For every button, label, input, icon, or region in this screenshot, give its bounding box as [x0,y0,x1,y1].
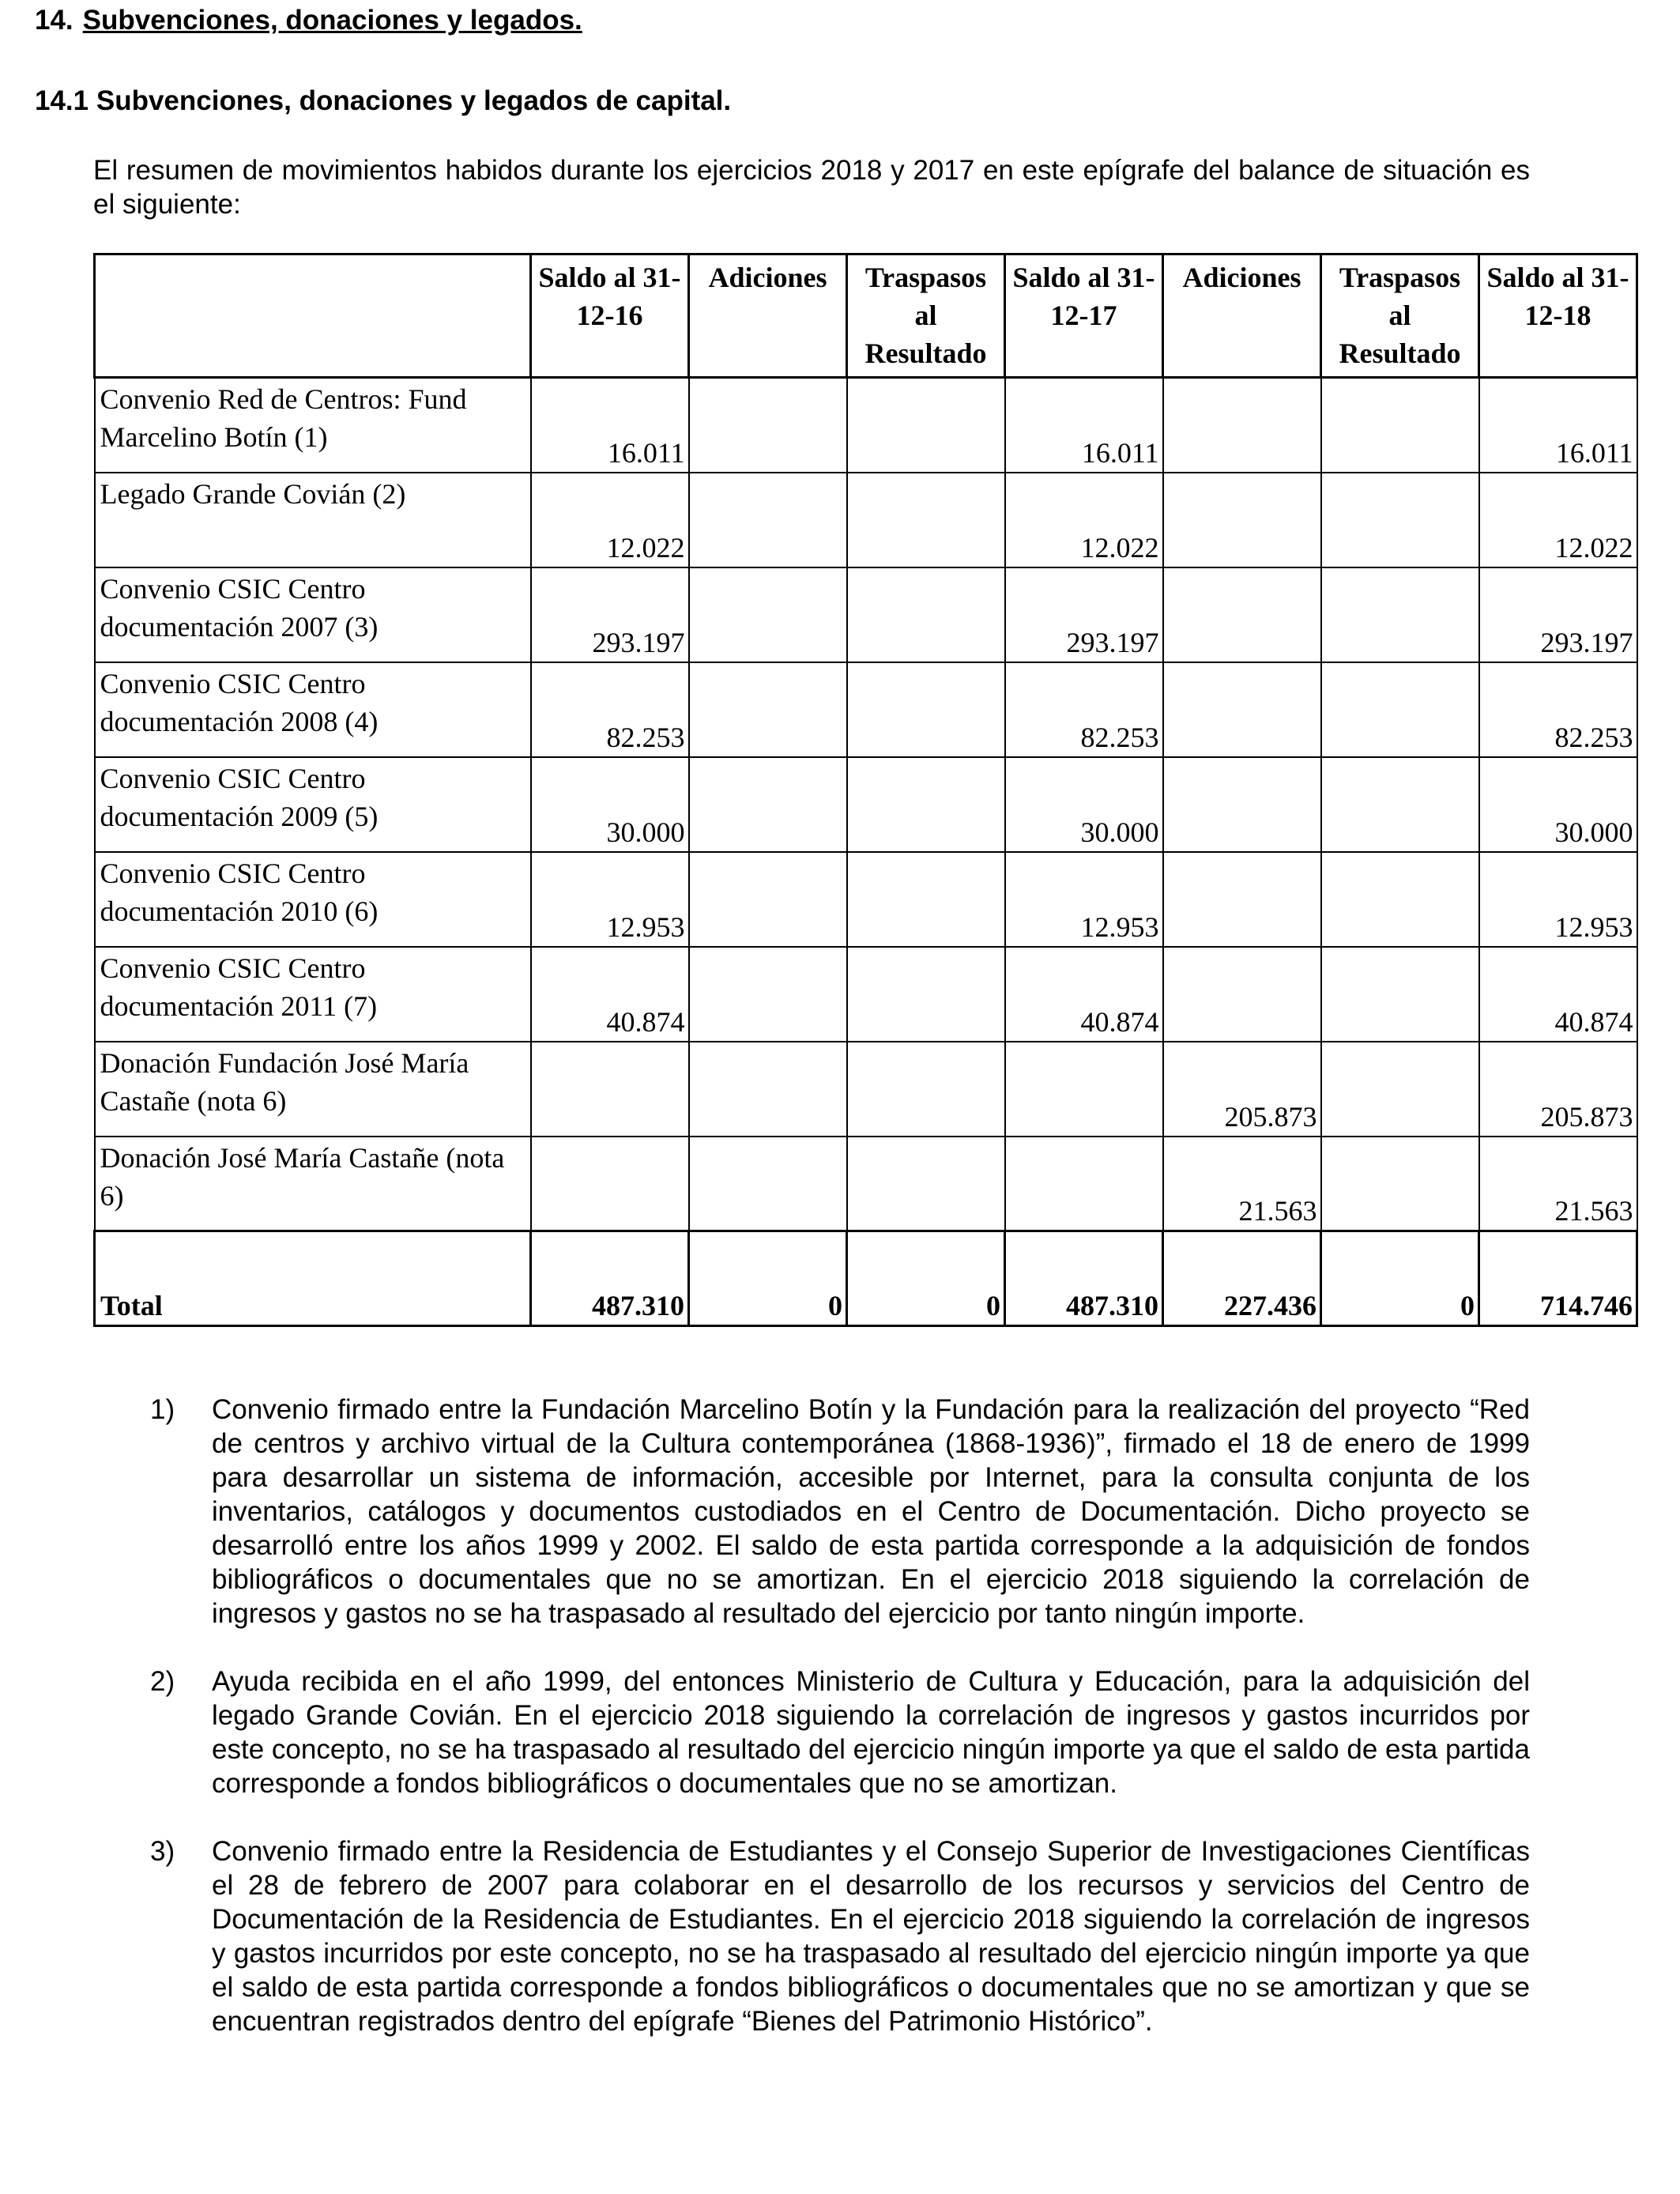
table-row [95,378,1637,473]
table-cell [1163,757,1321,852]
table-cell [1321,1137,1479,1231]
table-cell [689,852,847,947]
table-cell: 16.011 [1005,378,1163,473]
table-cell: 30.000 [1005,757,1163,852]
total-label: Total [95,1231,531,1326]
table-cell [1321,567,1479,662]
table-cell [689,757,847,852]
row-label: Convenio CSIC Centro documentación 2008 (4) [95,662,531,757]
row-label: Convenio CSIC Centro documentación 2011 (7) [95,947,531,1042]
table-cell: 16.011 [531,378,689,473]
table-cell [1321,852,1479,947]
table-row [95,662,1637,757]
total-cell: 0 [689,1231,847,1326]
table-cell: 12.953 [531,852,689,947]
table-cell: 12.022 [531,473,689,567]
footnote-text: Convenio firmado entre la Residencia de Estudiantes y el Consejo Superior de Investigaciones Científicas el 28 de febrero de 2007 para colaborar en el desarrollo de los recursos y servicios del Centro de Documentación de la Residencia de Estudiantes. En el ejercicio 2018 siguiendo la correlación de ingresos y gastos incurridos por este concepto, no se ha traspasado al resultado del ejercicio ningún importe ya que el saldo de esta partida corresponde a fondos bibliográficos o documentales que no se amortizan y que se encuentran registrados dentro del epígrafe “Bienes del Patrimonio Histórico”. [212,1836,1530,2037]
header-cell: Saldo al 31-12-16 [531,254,689,378]
table-cell [1321,662,1479,757]
table-cell: 12.953 [1005,852,1163,947]
table-cell: 293.197 [531,567,689,662]
table-cell [689,567,847,662]
total-cell: 0 [847,1231,1005,1326]
table-cell [1005,1137,1163,1231]
table-cell [1163,947,1321,1042]
footnote-number: 1) [150,1394,175,1425]
table-cell [531,1042,689,1137]
table-cell [689,662,847,757]
table-row [95,1137,1637,1231]
table-cell: 21.563 [1163,1137,1321,1231]
table-cell: 30.000 [1479,757,1637,852]
table-cell [1005,1042,1163,1137]
section-heading [35,3,582,38]
table-cell: 40.874 [1005,947,1163,1042]
table-cell [847,567,1005,662]
subsection-title: 14.1 Subvenciones, donaciones y legados de capital. [35,85,732,116]
table-row [95,1042,1637,1137]
row-label: Donación Fundación José María Castañe (nota 6) [95,1042,531,1137]
table-cell: 40.874 [531,947,689,1042]
table-cell: 40.874 [1479,947,1637,1042]
total-cell: 487.310 [1005,1231,1163,1326]
table-cell [847,473,1005,567]
table-cell [531,1137,689,1231]
table-cell: 293.197 [1005,567,1163,662]
footnote-item [150,1393,1530,1630]
total-cell: 0 [1321,1231,1479,1326]
footnote-item [150,1664,1530,1800]
row-label: Convenio Red de Centros: Fund Marcelino Botín (1) [95,378,531,473]
section-number: 14. [35,5,73,36]
header-cell: Traspasos al Resultado [847,254,1005,378]
table-cell [689,378,847,473]
table-cell [1321,378,1479,473]
table-cell [689,1137,847,1231]
header-cell [95,254,531,378]
row-label: Legado Grande Covián (2) [95,473,531,567]
footnotes [150,1393,1530,2072]
intro-paragraph: El resumen de movimientos habidos durante los ejercicios 2018 y 2017 en este epígrafe del balance de situación es el siguiente: [93,155,1530,220]
table-cell [1163,567,1321,662]
table-header-row [95,254,1637,378]
table-cell [847,662,1005,757]
movements-table [93,253,1638,1327]
row-label: Donación José María Castañe (nota 6) [95,1137,531,1231]
table-cell [847,757,1005,852]
header-cell: Saldo al 31-12-18 [1479,254,1637,378]
footnote-number: 2) [150,1666,175,1697]
footnote-item [150,1834,1530,2038]
table-cell [1321,473,1479,567]
header-cell: Adiciones [1163,254,1321,378]
section-title: Subvenciones, donaciones y legados. [82,5,582,36]
table-cell [1321,1042,1479,1137]
footnote-text: Convenio firmado entre la Fundación Marcelino Botín y la Fundación para la realización del proyecto “Red de centros y archivo virtual de la Cultura contemporánea (1868-1936)”, firmado el 18 de enero de 1999 para desarrollar un sistema de información, accesible por Internet, para la consulta conjunta de los inventarios, catálogos y documentos custodiados en el Centro de Documentación. Dicho proyecto se desarrolló entre los años 1999 y 2002. El saldo de esta partida corresponde a la adquisición de fondos bibliográficos o documentales que no se amortizan. En el ejercicio 2018 siguiendo la correlación de ingresos y gastos no se ha traspasado al resultado del ejercicio por tanto ningún importe. [212,1394,1530,1629]
table-row [95,567,1637,662]
row-label: Convenio CSIC Centro documentación 2007 (3) [95,567,531,662]
table-cell [1163,852,1321,947]
total-cell: 487.310 [531,1231,689,1326]
table-cell [847,852,1005,947]
table-cell: 82.253 [1479,662,1637,757]
table-cell: 12.022 [1479,473,1637,567]
table-row [95,757,1637,852]
table-cell [1321,947,1479,1042]
table-cell [847,947,1005,1042]
table-cell: 16.011 [1479,378,1637,473]
table-cell: 12.022 [1005,473,1163,567]
table-cell: 205.873 [1479,1042,1637,1137]
table-cell: 82.253 [531,662,689,757]
table-row [95,473,1637,567]
table-cell [1321,757,1479,852]
table-cell [689,1042,847,1137]
table-cell [847,378,1005,473]
table-cell [847,1137,1005,1231]
total-cell: 714.746 [1479,1231,1637,1326]
footnote-number: 3) [150,1836,175,1867]
total-cell: 227.436 [1163,1231,1321,1326]
table-cell: 205.873 [1163,1042,1321,1137]
table-cell [1163,378,1321,473]
header-cell: Adiciones [689,254,847,378]
row-label: Convenio CSIC Centro documentación 2009 (5) [95,757,531,852]
table-cell: 12.953 [1479,852,1637,947]
table-cell [689,947,847,1042]
header-cell: Saldo al 31-12-17 [1005,254,1163,378]
table-cell [689,473,847,567]
table-row [95,852,1637,947]
table-cell [1163,473,1321,567]
header-cell: Traspasos al Resultado [1321,254,1479,378]
table-cell: 82.253 [1005,662,1163,757]
table-cell: 21.563 [1479,1137,1637,1231]
table-cell: 293.197 [1479,567,1637,662]
table-cell [847,1042,1005,1137]
table-cell [1163,662,1321,757]
footnote-text: Ayuda recibida en el año 1999, del entonces Ministerio de Cultura y Educación, para la adquisición del legado Grande Covián. En el ejercicio 2018 siguiendo la correlación de ingresos y gastos incurridos por este concepto, no se ha traspasado al resultado del ejercicio ningún importe ya que el saldo de esta partida corresponde a fondos bibliográficos o documentales que no se amortizan. [212,1666,1530,1799]
table-row [95,947,1637,1042]
table-cell: 30.000 [531,757,689,852]
table-total-row [95,1231,1637,1326]
row-label: Convenio CSIC Centro documentación 2010 (6) [95,852,531,947]
